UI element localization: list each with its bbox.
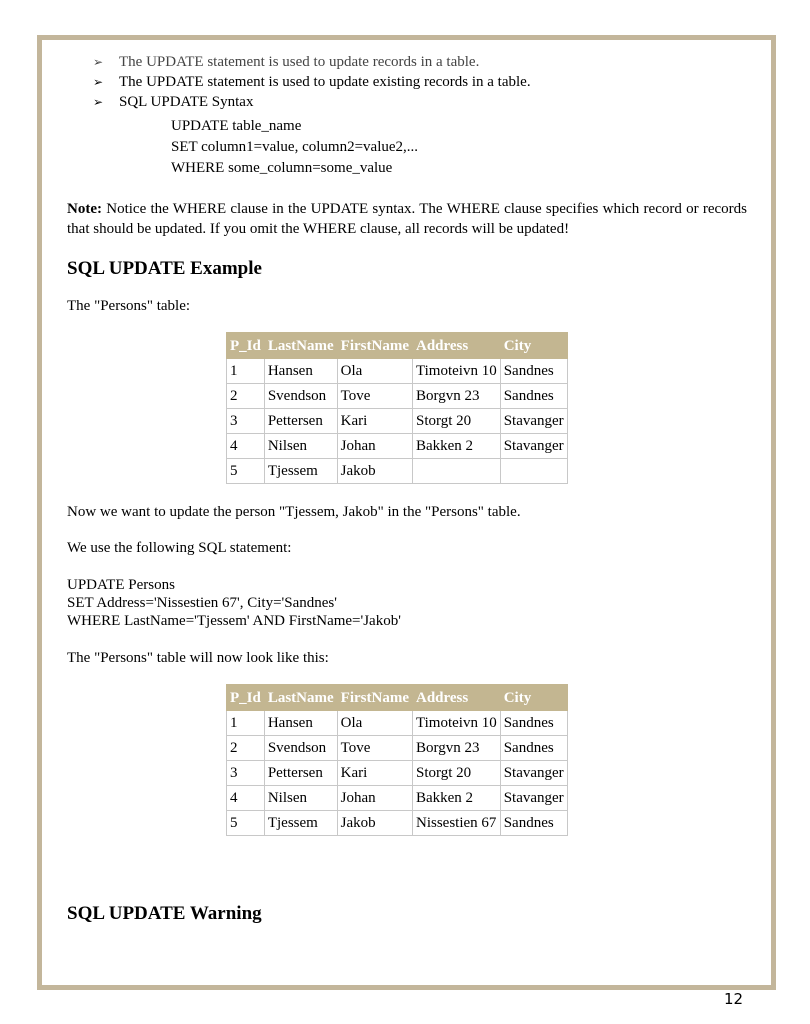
- table-cell: 2: [227, 736, 265, 761]
- table-cell: 1: [227, 711, 265, 736]
- bullet-text: SQL UPDATE Syntax: [119, 94, 254, 110]
- note-text: Notice the WHERE clause in the UPDATE syntax. The WHERE clause specifies which record or records that should be updated. If you omit the WHERE clause, all records will be updated!: [67, 201, 747, 237]
- arrow-bullet-icon: ➢: [93, 55, 104, 69]
- example-heading: SQL UPDATE Example: [67, 258, 262, 279]
- column-header: Address: [412, 333, 500, 359]
- sql-line: UPDATE Persons: [67, 577, 175, 593]
- bullet-item: [93, 72, 747, 92]
- table-cell: 4: [227, 434, 265, 459]
- table-cell: Ola: [337, 711, 412, 736]
- column-header: City: [500, 333, 567, 359]
- table-cell: Storgt 20: [412, 761, 500, 786]
- table-cell: Kari: [337, 409, 412, 434]
- page-number: 12: [724, 990, 744, 1008]
- table-cell: Timoteivn 10: [412, 711, 500, 736]
- table-cell: 5: [227, 459, 265, 484]
- table-row: [227, 409, 568, 434]
- table-cell: Stavanger: [500, 786, 567, 811]
- after-intro: The "Persons" table will now look like this:: [67, 650, 329, 666]
- table-header-row: [227, 685, 568, 711]
- table-cell: 4: [227, 786, 265, 811]
- table-cell: Stavanger: [500, 409, 567, 434]
- column-header: P_Id: [227, 685, 265, 711]
- arrow-bullet-icon: ➢: [93, 75, 104, 89]
- sql-line: WHERE LastName='Tjessem' AND FirstName='Jakob': [67, 613, 401, 629]
- table-row: [227, 384, 568, 409]
- bullet-list: [93, 52, 747, 112]
- table-cell: 5: [227, 811, 265, 836]
- table-cell: Johan: [337, 786, 412, 811]
- table-cell: Borgvn 23: [412, 384, 500, 409]
- persons-table-before: [226, 332, 568, 484]
- syntax-block: [171, 116, 747, 179]
- column-header: FirstName: [337, 333, 412, 359]
- table-cell: 1: [227, 359, 265, 384]
- bullet-item: [93, 52, 747, 72]
- table-cell: Borgvn 23: [412, 736, 500, 761]
- column-header: FirstName: [337, 685, 412, 711]
- table-cell: Sandnes: [500, 736, 567, 761]
- table-cell: Ola: [337, 359, 412, 384]
- table-cell: Nilsen: [264, 786, 337, 811]
- table-cell: Hansen: [264, 359, 337, 384]
- table-row: [227, 761, 568, 786]
- table-cell: Hansen: [264, 711, 337, 736]
- bullet-item: [93, 92, 747, 112]
- column-header: P_Id: [227, 333, 265, 359]
- table-cell: Sandnes: [500, 384, 567, 409]
- table-cell: Bakken 2: [412, 434, 500, 459]
- table-cell: 3: [227, 409, 265, 434]
- table-cell: [500, 459, 567, 484]
- table-cell: Tjessem: [264, 459, 337, 484]
- table-row: [227, 359, 568, 384]
- table-cell: Svendson: [264, 384, 337, 409]
- table-cell: Bakken 2: [412, 786, 500, 811]
- update-text: Now we want to update the person "Tjessem, Jakob" in the "Persons" table.: [67, 504, 521, 520]
- statement-intro: We use the following SQL statement:: [67, 540, 292, 556]
- table-cell: Svendson: [264, 736, 337, 761]
- table-cell: Tjessem: [264, 811, 337, 836]
- table-cell: Pettersen: [264, 761, 337, 786]
- page-content: [67, 52, 747, 926]
- persons-table-after: [226, 684, 568, 836]
- table-row: [227, 786, 568, 811]
- table-cell: Jakob: [337, 811, 412, 836]
- table-cell: Timoteivn 10: [412, 359, 500, 384]
- table-cell: Johan: [337, 434, 412, 459]
- table-cell: Nissestien 67: [412, 811, 500, 836]
- note-label: Note:: [67, 201, 102, 217]
- table-intro: The "Persons" table:: [67, 298, 191, 314]
- bullet-text: The UPDATE statement is used to update existing records in a table.: [119, 74, 531, 90]
- note-paragraph: [67, 199, 747, 239]
- table-cell: Jakob: [337, 459, 412, 484]
- table-cell: Storgt 20: [412, 409, 500, 434]
- table-row: [227, 736, 568, 761]
- column-header: City: [500, 685, 567, 711]
- table-row: [227, 811, 568, 836]
- table-cell: Sandnes: [500, 711, 567, 736]
- table-header-row: [227, 333, 568, 359]
- table-row: [227, 434, 568, 459]
- arrow-bullet-icon: ➢: [93, 95, 104, 109]
- table-cell: Pettersen: [264, 409, 337, 434]
- syntax-line: WHERE some_column=some_value: [171, 160, 393, 176]
- table-cell: Sandnes: [500, 811, 567, 836]
- sql-line: SET Address='Nissestien 67', City='Sandnes': [67, 595, 337, 611]
- syntax-line: UPDATE table_name: [171, 118, 302, 134]
- table-cell: Nilsen: [264, 434, 337, 459]
- table-cell: 2: [227, 384, 265, 409]
- column-header: LastName: [264, 333, 337, 359]
- table-row: [227, 711, 568, 736]
- table-cell: 3: [227, 761, 265, 786]
- sql-statement: [67, 576, 747, 630]
- table-cell: [412, 459, 500, 484]
- table-cell: Tove: [337, 736, 412, 761]
- column-header: LastName: [264, 685, 337, 711]
- table-cell: Sandnes: [500, 359, 567, 384]
- table-row: [227, 459, 568, 484]
- table-cell: Stavanger: [500, 761, 567, 786]
- table-cell: Kari: [337, 761, 412, 786]
- table-cell: Stavanger: [500, 434, 567, 459]
- warning-heading: SQL UPDATE Warning: [67, 903, 262, 924]
- syntax-line: SET column1=value, column2=value2,...: [171, 139, 419, 155]
- table-cell: Tove: [337, 384, 412, 409]
- column-header: Address: [412, 685, 500, 711]
- bullet-text: The UPDATE statement is used to update records in a table.: [119, 54, 480, 70]
